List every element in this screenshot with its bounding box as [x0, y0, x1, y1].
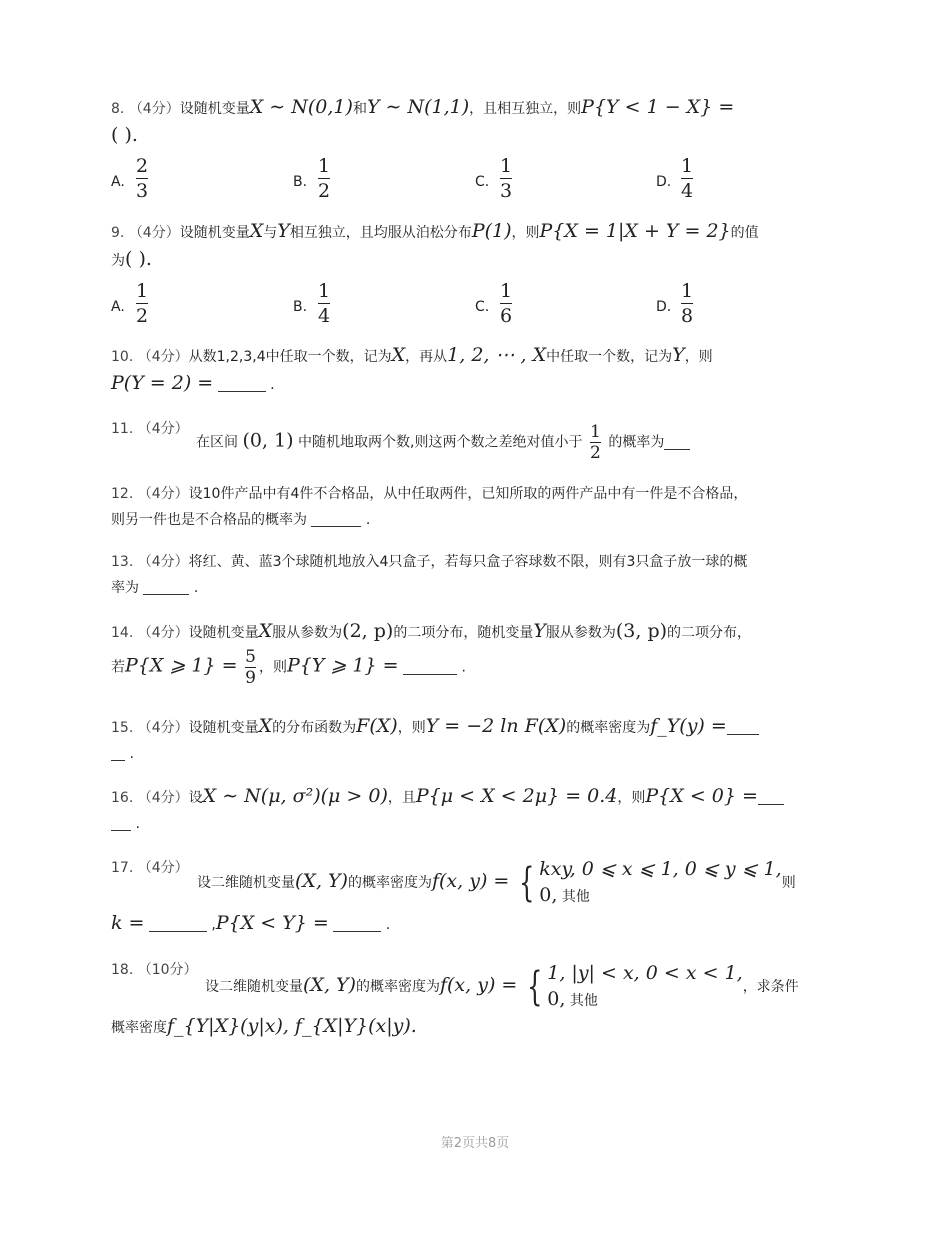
q9-text: 的值 — [730, 225, 759, 241]
q15-text: . — [129, 746, 134, 762]
q15-text: ，则 — [397, 720, 426, 736]
q18-math: f(x, y) = — [439, 974, 518, 996]
q17-math: P{X < Y} = — [215, 912, 329, 934]
option-fraction: 1 2 — [136, 280, 149, 327]
q14-score: （4分） — [137, 625, 189, 641]
q10-score: （4分） — [137, 349, 189, 365]
option-fraction: 1 3 — [500, 155, 513, 202]
q15-answer-blank-cont[interactable] — [111, 746, 125, 761]
q17-number: 17. — [111, 860, 134, 876]
option-label: C. — [475, 299, 490, 315]
q14-number: 14. — [111, 625, 134, 641]
q18-cases: 1, |y| < x, 0 < x < 1, 0, 其他 — [547, 962, 743, 1010]
q17-math: k = — [111, 912, 145, 934]
q18-brace: { — [526, 964, 543, 1010]
q9-score: （4分） — [128, 225, 180, 241]
page-footer: 第2页共8页 — [440, 1136, 510, 1151]
q17-text: 则 — [781, 875, 796, 891]
q16-text: . — [135, 816, 140, 832]
q8-score: （4分） — [128, 101, 180, 117]
q11-number: 11. — [111, 421, 134, 437]
question-18-line2 — [111, 1013, 838, 1041]
q14-text: ，则 — [259, 659, 287, 676]
q14-math: P{X ⩾ 1} = — [125, 654, 238, 677]
q14-answer-blank[interactable] — [403, 660, 457, 675]
question-8 — [111, 94, 838, 150]
q14-text: 服从参数为 — [272, 625, 343, 641]
q16-answer-blank[interactable] — [758, 790, 784, 805]
q8-math-y: Y ∼ N(1,1) — [366, 96, 470, 118]
q8-answer-paren: ( ). — [111, 124, 138, 146]
option-label: D. — [656, 299, 672, 315]
q17-text: 设二维随机变量 — [197, 875, 295, 891]
option-label: A. — [111, 299, 125, 315]
q15-score: （4分） — [137, 720, 189, 736]
q8-text: 和 — [352, 101, 367, 117]
q13-text: 率为 — [111, 580, 139, 596]
q10-math: 1, 2, ⋯ , X — [447, 344, 547, 366]
question-17-line2 — [111, 910, 838, 938]
q10-math: Y — [672, 344, 685, 366]
q14-math: X — [258, 620, 273, 642]
q16-math: X ∼ N(μ, σ²)(μ > 0) — [202, 785, 388, 807]
q10-answer-blank[interactable] — [218, 377, 266, 392]
question-10 — [111, 342, 838, 398]
q11-text: 在区间 — [196, 434, 238, 451]
q9-answer-paren: ( ). — [125, 248, 152, 270]
q9-math: Y — [277, 220, 290, 242]
option-fraction: 1 6 — [500, 280, 513, 327]
q18-text: ，求条件 — [742, 979, 799, 995]
option-label: A. — [111, 174, 125, 190]
q8-math-p: P{Y < 1 − X} = — [581, 96, 735, 118]
q13-text: . — [193, 580, 199, 596]
q14-text: . — [461, 659, 466, 676]
q17-answer-blank-p[interactable] — [333, 917, 381, 932]
q15-number: 15. — [111, 720, 134, 736]
q12-text: 则另一件也是不合格品的概率为 — [111, 512, 307, 528]
q9-text: 设随机变量 — [179, 225, 250, 241]
q14-math: (3, p) — [615, 620, 668, 642]
q12-score: （4分） — [137, 486, 189, 502]
q8-text: ，且相互独立，则 — [469, 101, 582, 117]
q11-text: 中随机地取两个数,则这两个数之差绝对值小于 — [298, 434, 583, 451]
q8-math-x: X ∼ N(0,1) — [249, 96, 353, 118]
q11-score: （4分） — [137, 421, 189, 437]
q10-text: 中任取一个数，记为 — [546, 349, 673, 365]
q10-text: ，再从 — [405, 349, 448, 365]
question-11-body — [196, 423, 838, 462]
q10-text: ，则 — [684, 349, 713, 365]
q16-score: （4分） — [137, 790, 189, 806]
q12-text: . — [365, 512, 371, 528]
q16-number: 16. — [111, 790, 134, 806]
q13-number: 13. — [111, 554, 134, 570]
question-14 — [111, 618, 838, 646]
q10-math: X — [391, 344, 406, 366]
q9-math: P{X = 1|X + Y = 2} — [539, 220, 731, 242]
q16-answer-blank-cont[interactable] — [111, 816, 131, 831]
option-label: B. — [293, 299, 308, 315]
q16-math: P{μ < X < 2μ} = 0.4 — [415, 785, 618, 807]
q15-answer-blank[interactable] — [727, 720, 759, 735]
q18-number: 18. — [111, 962, 134, 978]
q8-options — [111, 155, 841, 205]
q11-fraction: $\frac{1}{2}$ — [589, 422, 601, 463]
q17-math: (X, Y) — [295, 870, 348, 892]
q16-math: P{X < 0} = — [645, 785, 758, 807]
question-9 — [111, 218, 838, 274]
question-12 — [111, 481, 838, 533]
q9-text: ，则 — [511, 225, 540, 241]
q18-math: f_{Y|X}(y|x), f_{X|Y}(x|y). — [167, 1015, 417, 1037]
q10-text: . — [270, 377, 275, 393]
q11-answer-blank[interactable] — [664, 435, 690, 450]
q9-math: P(1) — [471, 220, 512, 242]
question-18-body — [205, 960, 838, 1014]
q17-text: . — [385, 917, 391, 933]
q13-score: （4分） — [137, 554, 189, 570]
q10-math: P(Y = 2) = — [111, 372, 214, 394]
option-label: D. — [656, 174, 672, 190]
q15-text: 的概率密度为 — [566, 720, 651, 736]
option-label: C. — [475, 174, 490, 190]
q10-text: 从数1,2,3,4中任取一个数，记为 — [188, 349, 392, 365]
q16-text: ，且 — [387, 790, 416, 806]
option-fraction: 1 4 — [318, 280, 331, 327]
option-fraction: 1 2 — [318, 155, 331, 202]
q16-text: ，则 — [617, 790, 646, 806]
option-fraction: 1 8 — [681, 280, 694, 327]
q9-math: X — [249, 220, 264, 242]
q14-math: Y — [533, 620, 546, 642]
q18-text: 的概率密度为 — [355, 979, 440, 995]
q17-score: （4分） — [137, 860, 189, 876]
q12-number: 12. — [111, 486, 134, 502]
q15-math: Y = −2 ln F(X) — [425, 715, 567, 737]
q11-math: (0, 1) — [242, 429, 294, 452]
q17-answer-blank-k[interactable] — [149, 917, 207, 932]
q14-text: 服从参数为 — [545, 625, 616, 641]
q17-text: , — [211, 917, 216, 933]
option-label: B. — [293, 174, 308, 190]
q9-number: 9. — [111, 225, 125, 241]
q16-text: 设 — [188, 790, 203, 806]
question-14-line2 — [111, 648, 838, 687]
q18-score: （10分） — [137, 962, 198, 978]
option-fraction: 1 4 — [681, 155, 694, 202]
q13-answer-blank[interactable] — [143, 580, 189, 595]
option-fraction: 2 3 — [136, 155, 149, 202]
question-13 — [111, 549, 838, 601]
q15-math: F(X) — [356, 715, 398, 737]
q17-cases: kxy, 0 ⩽ x ⩽ 1, 0 ⩽ y ⩽ 1, 0, 其他 — [539, 858, 782, 906]
q14-text: 设随机变量 — [188, 625, 259, 641]
q12-text: 设10件产品中有4件不合格品，从中任取两件，已知所取的两件产品中有一件是不合格品， — [188, 486, 748, 502]
q8-number: 8. — [111, 101, 125, 117]
q18-text: 概率密度 — [111, 1020, 167, 1036]
q10-number: 10. — [111, 349, 134, 365]
question-16 — [111, 783, 838, 837]
q15-text: 的分布函数为 — [272, 720, 357, 736]
q8-text: 设随机变量 — [179, 101, 250, 117]
q9-options — [111, 280, 841, 330]
q14-fraction: $\frac{5}{9}$ — [245, 647, 256, 688]
q15-math: f_Y(y) = — [650, 715, 727, 737]
q15-math: X — [258, 715, 273, 737]
q14-text: 的二项分布， — [667, 625, 752, 641]
q14-math: P{Y ⩾ 1} = — [287, 654, 399, 677]
q17-text: 的概率密度为 — [347, 875, 432, 891]
q14-text: 若 — [111, 659, 125, 676]
q15-text: 设随机变量 — [188, 720, 259, 736]
q17-brace: { — [518, 860, 535, 906]
q14-math: (2, p) — [342, 620, 394, 642]
q12-answer-blank[interactable] — [311, 512, 361, 527]
q9-text: 与 — [263, 225, 278, 241]
q14-text: 的二项分布，随机变量 — [393, 625, 534, 641]
q9-text: 为 — [111, 253, 125, 269]
q17-math: f(x, y) = — [431, 870, 510, 892]
question-17-body — [197, 856, 838, 910]
q11-text: 的概率为 — [608, 434, 665, 451]
q18-math: (X, Y) — [303, 974, 356, 996]
q13-text: 将红、黄、蓝3个球随机地放入4只盒子，若每只盒子容球数不限，则有3只盒子放一球的概 — [188, 554, 748, 570]
question-15 — [111, 713, 838, 767]
q18-text: 设二维随机变量 — [205, 979, 303, 995]
q9-text: 相互独立，且均服从泊松分布 — [289, 225, 472, 241]
